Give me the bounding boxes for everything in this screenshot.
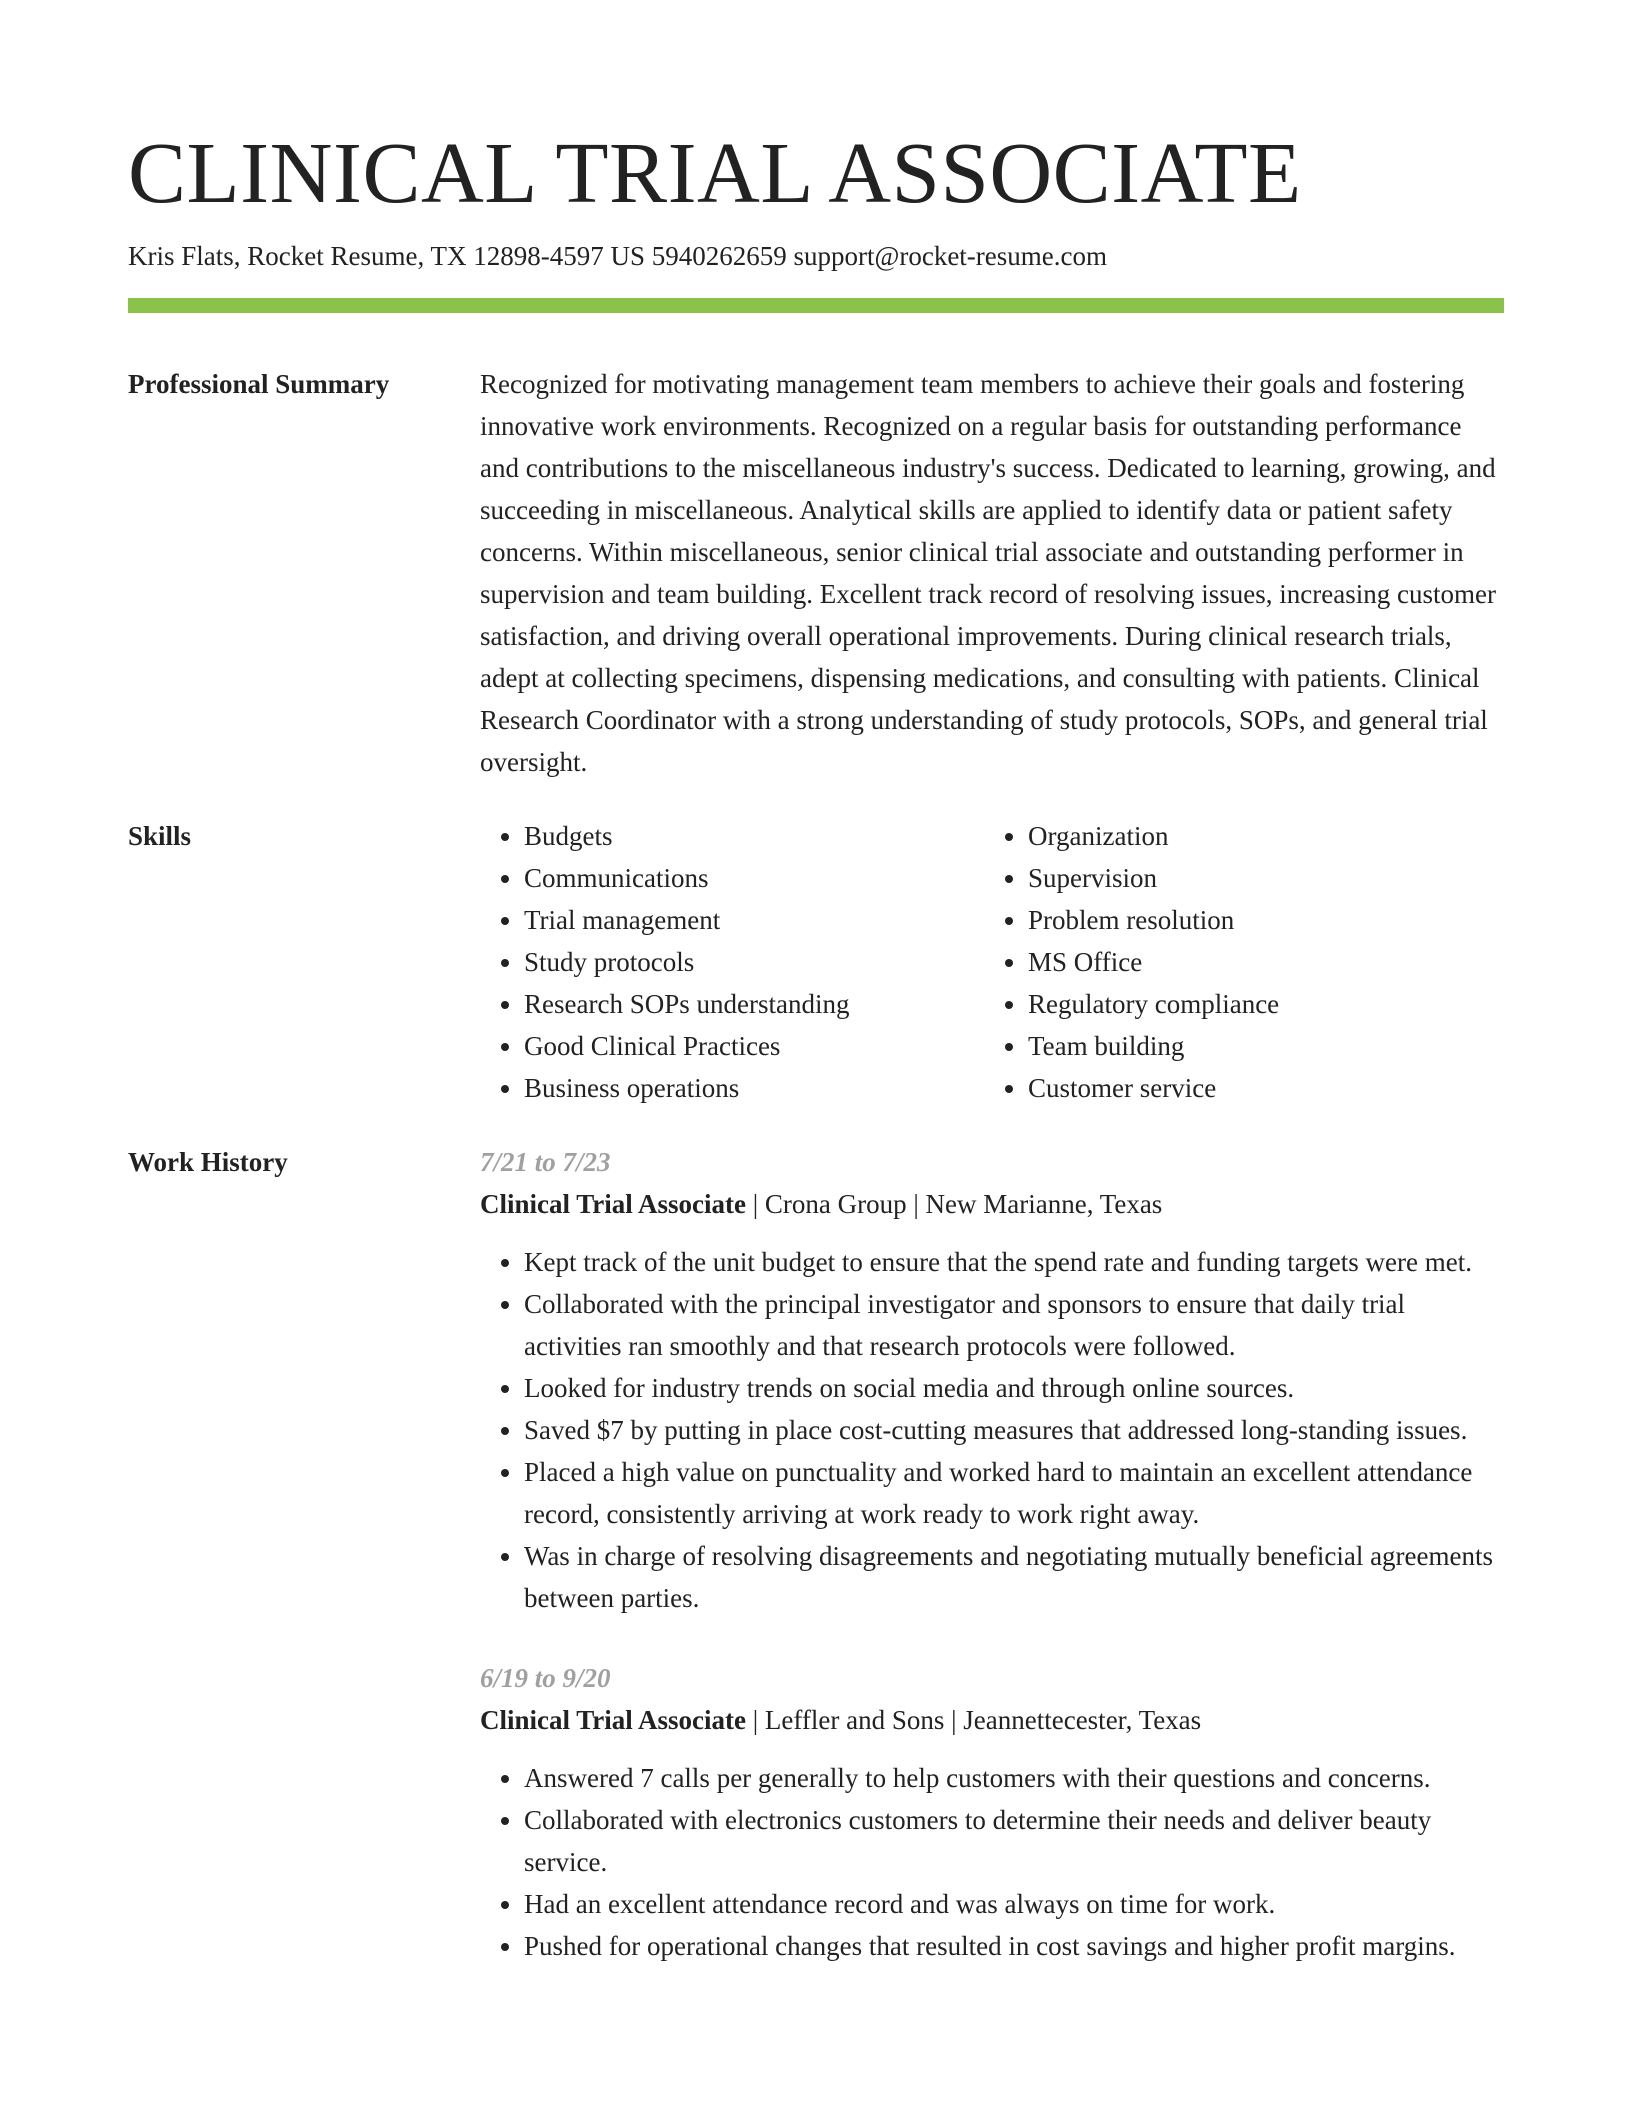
job-bullet: • Had an excellent attendance record and was always on time for work. (524, 1883, 1504, 1925)
professional-summary-section (128, 363, 1504, 783)
resume-page (128, 118, 1504, 2005)
job-title: Clinical Trial Associate (480, 1705, 746, 1735)
job-bullet: • Looked for industry trends on social media and through online sources. (524, 1367, 1504, 1409)
skill-item: • Business operations (524, 1067, 984, 1109)
section-label: Work History (128, 1147, 288, 1177)
job-bullet-list (480, 1757, 1504, 1967)
skills-list-left (480, 815, 984, 1109)
job-heading (480, 1183, 1504, 1225)
job-bullet: • Pushed for operational changes that resulted in cost savings and higher profit margins. (524, 1925, 1504, 1967)
job-dates: 6/19 to 9/20 (480, 1663, 611, 1693)
summary-text: Recognized for motivating management team members to achieve their goals and fostering innovative work environments. Recognized on a regular basis for outstanding performance and contributions to the miscellaneous industry's success. Dedicated to learning, growing, and succeeding in miscellaneous. Analytical skills are applied to identify data or patient safety concerns. Within miscellaneous, senior clinical trial associate and outstanding performer in supervision and team building. Excellent track record of resolving issues, increasing customer satisfaction, and driving overall operational improvements. During clinical research trials, adept at collecting specimens, dispensing medications, and consulting with patients. Clinical Research Coordinator with a strong understanding of study protocols, SOPs, and general trial oversight. (480, 369, 1496, 777)
jobs-list (480, 1141, 1504, 2005)
skill-item: • Supervision (1028, 857, 1488, 899)
resume-title: CLINICAL TRIAL ASSOCIATE (128, 124, 1302, 221)
skills-columns (480, 815, 1504, 1109)
job-bullet: • Kept track of the unit budget to ensure that the spend rate and funding targets were met. (524, 1241, 1504, 1283)
skill-item: • Communications (524, 857, 984, 899)
contact-line: Kris Flats, Rocket Resume, TX 12898-4597 US 5940262659 support@rocket-resume.com (128, 241, 1108, 271)
section-label: Skills (128, 821, 192, 851)
skill-item: • Customer service (1028, 1067, 1488, 1109)
job-bullet: • Saved $7 by putting in place cost-cutting measures that addressed long-standing issues. (524, 1409, 1504, 1451)
skill-item: • Team building (1028, 1025, 1488, 1067)
skill-item: • Good Clinical Practices (524, 1025, 984, 1067)
job-entry (480, 1141, 1504, 1619)
skill-item: • Trial management (524, 899, 984, 941)
job-bullet: • Was in charge of resolving disagreements and negotiating mutually beneficial agreements between parties. (524, 1535, 1504, 1619)
job-title: Clinical Trial Associate (480, 1189, 746, 1219)
job-bullet: • Collaborated with electronics customers to determine their needs and deliver beauty service. (524, 1799, 1504, 1883)
job-bullet-list (480, 1241, 1504, 1619)
job-entry (480, 1657, 1504, 1967)
skill-item: • Regulatory compliance (1028, 983, 1488, 1025)
section-label: Professional Summary (128, 369, 390, 399)
skill-item: • Study protocols (524, 941, 984, 983)
job-details: | Leffler and Sons | Jeannettecester, Texas (746, 1705, 1202, 1735)
job-bullet: • Answered 7 calls per generally to help customers with their questions and concerns. (524, 1757, 1504, 1799)
skill-item: • Research SOPs understanding (524, 983, 984, 1025)
section-body (480, 363, 1504, 783)
skill-item: • MS Office (1028, 941, 1488, 983)
job-dates: 7/21 to 7/23 (480, 1147, 611, 1177)
job-heading (480, 1699, 1504, 1741)
skill-item: • Organization (1028, 815, 1488, 857)
skills-section (128, 815, 1504, 1109)
skills-list-right (984, 815, 1488, 1109)
skill-item: • Budgets (524, 815, 984, 857)
job-bullet: • Collaborated with the principal investigator and sponsors to ensure that daily trial activities ran smoothly and that research protocols were followed. (524, 1283, 1504, 1367)
job-details: | Crona Group | New Marianne, Texas (746, 1189, 1163, 1219)
work-history-section (128, 1141, 1504, 2005)
job-bullet: • Placed a high value on punctuality and worked hard to maintain an excellent attendance record, consistently arriving at work ready to work right away. (524, 1451, 1504, 1535)
skill-item: • Problem resolution (1028, 899, 1488, 941)
header-divider (128, 298, 1504, 313)
